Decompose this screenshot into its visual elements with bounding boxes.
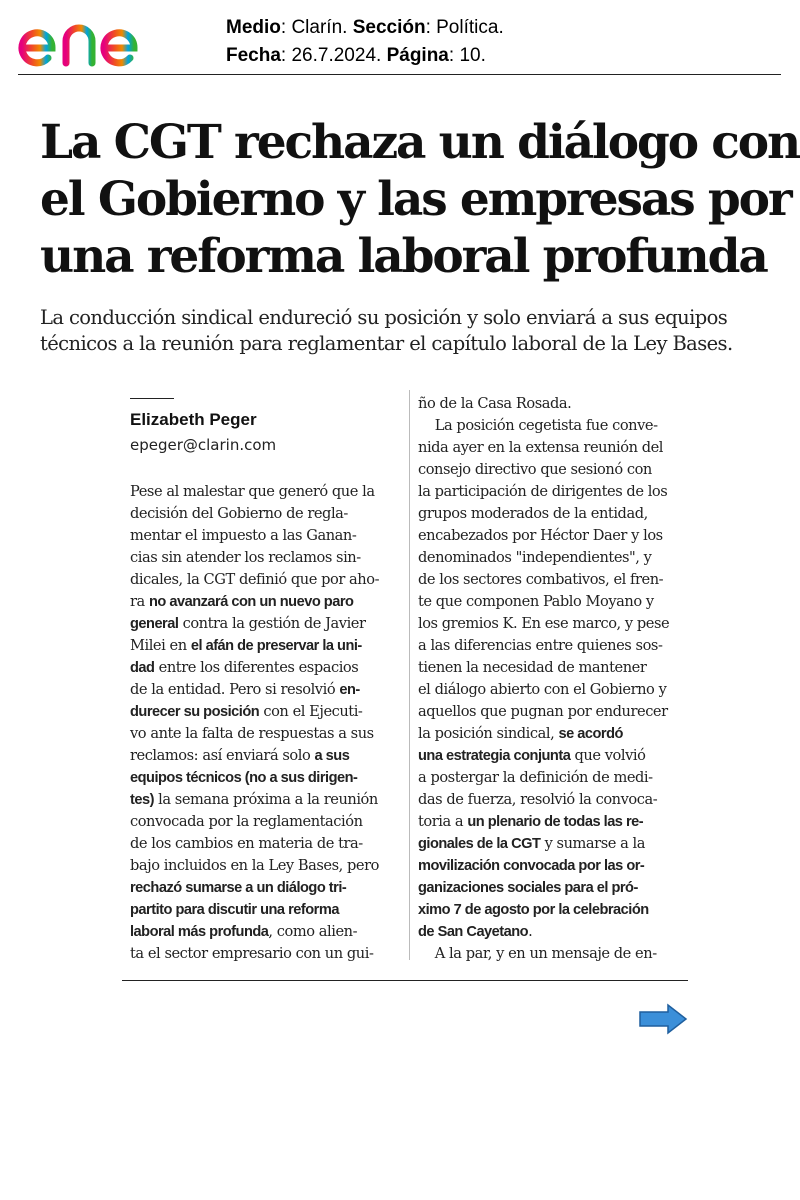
body-text-bold: ximo 7 de agosto por la celebración [418,902,649,918]
body-text: reclamos: así enviará solo [130,747,315,764]
pagina-value: : 10. [448,45,486,66]
body-text: dicales, la CGT definió que por aho- [130,571,380,588]
body-text: toria a [418,813,468,830]
body-text-line [130,833,400,855]
deck-line: técnicos a la reunión para reglamentar el capítulo laboral de la Ley Bases. [40,332,733,355]
body-text-line [418,701,690,723]
body-text: ño de la Casa Rosada. [418,395,572,412]
body-text-bold: equipos técnicos (no a sus dirigen- [130,770,358,786]
byline-rule [130,398,174,399]
body-text-line [418,789,690,811]
body-text-line [130,635,400,657]
body-text: A la par, y en un mensaje de en- [418,945,657,962]
body-text-line [130,481,400,503]
body-text-line [130,591,400,613]
body-text-line [418,393,690,415]
body-text-bold: movilización convocada por las or- [418,858,645,874]
body-text: que volvió [570,747,646,764]
body-text-line [418,613,690,635]
medio-label: Medio [226,17,281,38]
body-text: entre los diferentes espacios [154,659,359,676]
body-text: la participación de dirigentes de los [418,483,668,500]
fecha-label: Fecha [226,45,281,66]
body-text: grupos moderados de la entidad, [418,505,648,522]
body-text-line [418,525,690,547]
body-text-line [418,437,690,459]
body-text-line [130,877,400,899]
body-text-bold: durecer su posición [130,704,260,720]
body-text: La posición cegetista fue conve- [418,417,658,434]
header-divider [18,74,781,75]
body-text-line [418,855,690,877]
body-text-line [130,525,400,547]
body-text: a postergar la definición de medi- [418,769,653,786]
body-text: . [528,923,533,940]
body-text-bold: se acordó [558,726,623,742]
body-text: mentar el impuesto a las Ganan- [130,527,357,544]
body-text: decisión del Gobierno de regla- [130,505,348,522]
seccion-value: : Política. [425,17,504,38]
body-text: nida ayer en la extensa reunión del [418,439,664,456]
body-text: das de fuerza, resolvió la convoca- [418,791,658,808]
body-text-line [130,811,400,833]
body-text-bold: un plenario de todas las re- [467,814,644,830]
body-text-line [130,899,400,921]
body-text: aquellos que pugnan por endurecer [418,703,668,720]
body-text-line [130,679,400,701]
body-text-line [130,613,400,635]
body-text: la posición sindical, [418,725,559,742]
body-text: ra [130,593,149,610]
body-text-line [130,855,400,877]
body-text-bold: laboral más profunda [130,924,269,940]
body-text: vo ante la falta de respuestas a sus [130,725,374,742]
meta-line-2 [226,42,504,70]
body-text-line [130,723,400,745]
body-text: consejo directivo que sesionó con [418,461,652,478]
body-text: los gremios K. En ese marco, y pese [418,615,670,632]
body-column-2 [418,393,690,965]
medio-value: : Clarín. [280,17,353,38]
column-divider [409,390,410,960]
body-text-line [418,811,690,833]
article-deck [40,305,780,357]
body-text-line [130,503,400,525]
body-text-line [418,657,690,679]
body-text-bold: tes) [130,792,154,808]
body-text-bold: dad [130,660,155,676]
body-text-bold: el afán de preservar la uni- [190,638,362,654]
body-text-line [418,767,690,789]
body-text: con el Ejecuti- [259,703,363,720]
body-text-line [130,943,400,965]
fecha-value: : 26.7.2024. [280,45,387,66]
right-arrow-icon[interactable] [638,1003,688,1035]
body-text-line [418,679,690,701]
body-text-line [130,745,400,767]
body-text: bajo incluidos en la Ley Bases, pero [130,857,379,874]
body-text: te que componen Pablo Moyano y [418,593,654,610]
body-text-line [418,745,690,767]
body-text-line [418,591,690,613]
body-text-bold: una estrategia conjunta [418,748,571,764]
meta-line-1 [226,14,504,42]
body-text-line [418,833,690,855]
enel-logo [18,6,188,72]
body-text-line [130,569,400,591]
body-text-line [418,723,690,745]
body-text-line [418,415,690,437]
publication-meta [226,14,504,70]
body-text-line [418,921,690,943]
body-text: ta el sector empresario con un gui- [130,945,374,962]
body-text: contra la gestión de Javier [178,615,366,632]
body-text-line [130,789,400,811]
body-text: Milei en [130,637,191,654]
body-text: el diálogo abierto con el Gobierno y [418,681,667,698]
body-text-line [130,701,400,723]
body-text: de los cambios en materia de tra- [130,835,363,852]
body-text-bold: gionales de la CGT [418,836,541,852]
body-text: encabezados por Héctor Daer y los [418,527,663,544]
body-text: de los sectores combativos, el fren- [418,571,664,588]
body-text-bold: rechazó sumarse a un diálogo tri- [130,880,347,896]
body-text-line [418,899,690,921]
body-text: convocada por la reglamentación [130,813,363,830]
pagina-label: Página [386,45,449,66]
body-text-line [418,459,690,481]
body-text: denominados "independientes", y [418,549,652,566]
body-text-bold: ganizaciones sociales para el pró- [418,880,638,896]
body-column-1 [130,481,400,965]
body-text-line [418,547,690,569]
body-text: tienen la necesidad de mantener [418,659,647,676]
article-bottom-rule [122,980,688,981]
body-text-line [418,503,690,525]
body-text-line [418,943,690,965]
body-text: , como alien- [268,923,358,940]
body-text-bold: partito para discutir una reforma [130,902,339,918]
body-text-bold: no avanzará con un nuevo paro [148,594,354,610]
body-text-line [418,569,690,591]
body-text-line [130,547,400,569]
body-text-line [130,921,400,943]
article-headline [40,114,800,285]
headline-line: La CGT rechaza un diálogo con [40,115,800,170]
body-text-bold: de San Cayetano [418,924,529,940]
body-text-bold: en- [339,682,360,698]
body-text-line [130,767,400,789]
body-text-line [130,657,400,679]
body-text-line [418,877,690,899]
body-text-bold: general [130,616,179,632]
body-text-line [418,481,690,503]
body-text: la semana próxima a la reunión [153,791,378,808]
body-text: de la entidad. Pero si resolvió [130,681,340,698]
body-text: y sumarse a la [540,835,646,852]
headline-line: una reforma laboral profunda [40,229,767,284]
body-text-bold: a sus [314,748,350,764]
deck-line: La conducción sindical endureció su posición y solo enviará a sus equipos [40,306,728,329]
body-text: a las diferencias entre quienes sos- [418,637,663,654]
author-name: Elizabeth Peger [130,410,257,429]
seccion-label: Sección [352,17,426,38]
body-text: cias sin atender los reclamos sin- [130,549,361,566]
author-email: epeger@clarin.com [130,436,277,454]
headline-line: el Gobierno y las empresas por [40,172,791,227]
body-text-line [418,635,690,657]
body-text: Pese al malestar que generó que la [130,483,375,500]
